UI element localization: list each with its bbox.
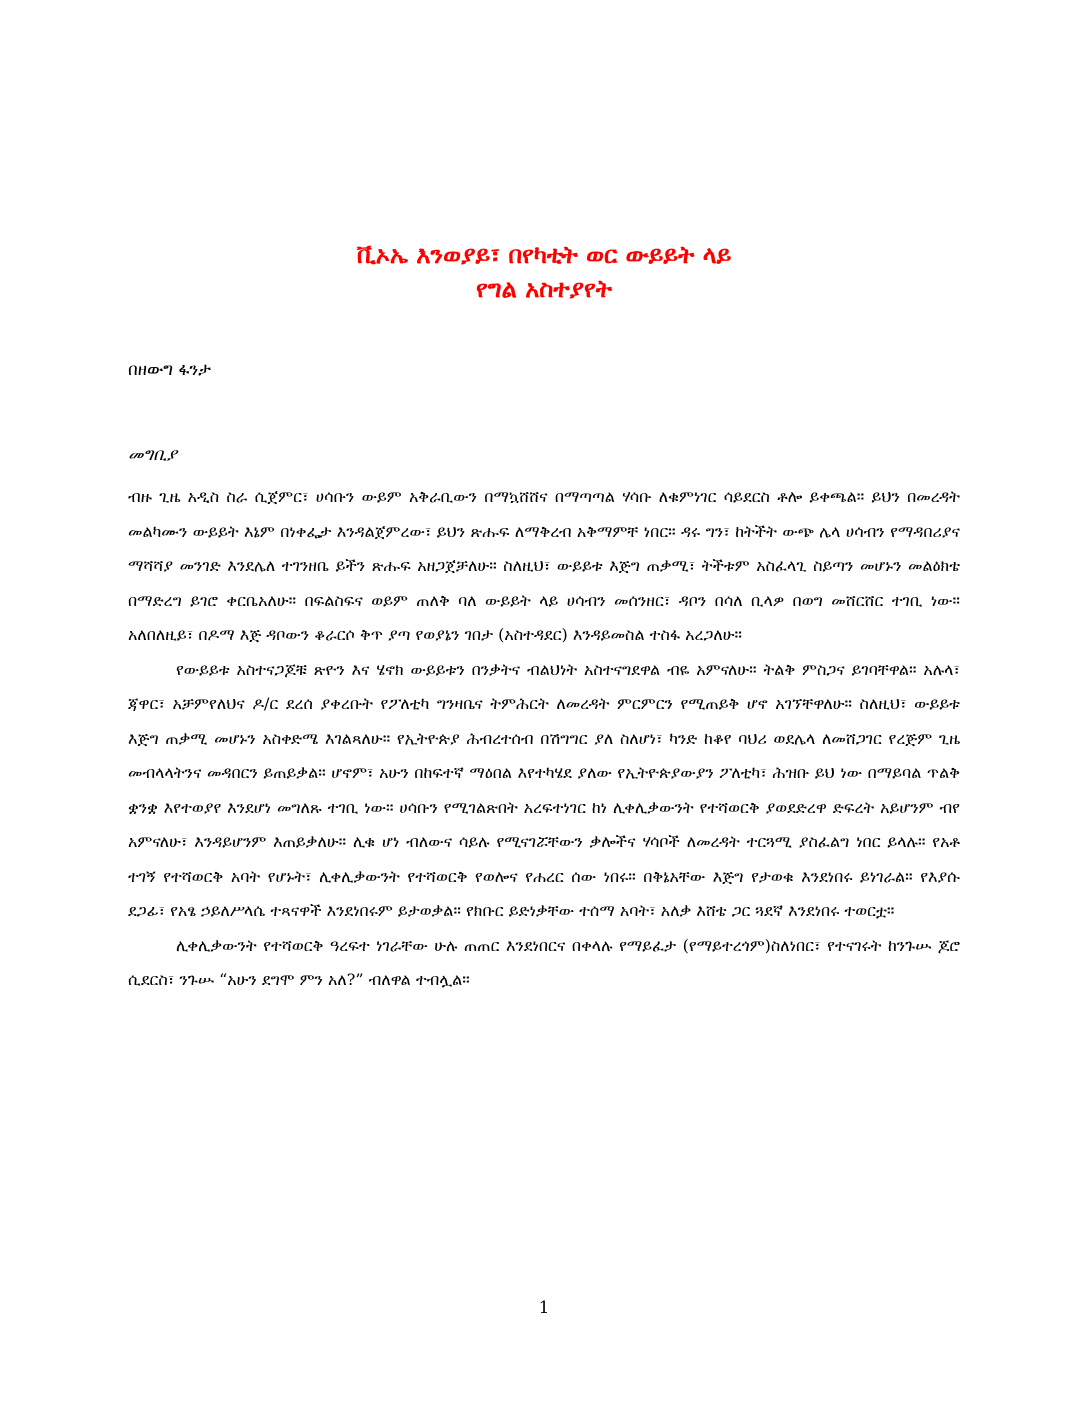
document-body (128, 480, 960, 998)
author-byline: በዘውግ ፋንታ (128, 360, 212, 380)
page-number: 1 (538, 1298, 550, 1318)
paragraph-3: ሊቀሊቃውንት የተሻወርቅ ዓረፍተ ነገራቸው ሁሉ ጠጠር እንደነበርና በቀላሉ የማይፈታ (የማይተረጎም)ስለነበር፣ የተናገሩት ከንጉሡ ጆሮ ሲደርስ፣ ንጉሡ “አሁን ደግሞ ምን አለ?” ብለዋል ተብሏል። (128, 935, 960, 989)
title-line-1: ቪኦኤ እንወያይ፣ በየካቲት ወር ውይይት ላይ (356, 240, 732, 269)
section-heading: መግቢያ (128, 445, 177, 465)
paragraph-1: ብዙ ጊዜ አዲስ ስራ ሲጀምር፣ ሀሳቡን ውይም አቅራቢውን በማኳሸሸና በማጣጣል ሃሳቡ ለቁምነገር ሳይደርስ ቶሎ ይቀጫል። ይህን በመረዳት መልካሙን ውይይት እኔም በነቀፌታ እንዳልጀምረው፣ ይህን ጽሑፍ ለማቅረብ አቅማምቸ ነበር። ዳሩ ግን፣ ከትችት ውጭ ሌላ ሀሳብን የማዳበሪያና ማሻሻያ መንገድ እንደሌለ ተገንዘቤ ይችን ጽሑፍ አዘጋጀቻለሁ። ስለዚህ፣ ውይይቱ እጅግ ጠቃሚ፣ ትችቱም አስፈላጊ ስይጣን መሆኑን መልዕክቴ በማድረግ ይገሮ ቀርቤአለሁ። በፍልስፍና ወይም ጠለቅ ባለ ውይይት ላይ ሀሳብን መሰንዘር፣ ዳቦን በሳለ ቢላዎ በወግ መሸርሸር ተገቢ ነው። አለበለዚይ፣ በዶማ እጅ ዳቦውን ቆራርሶ ቅጥ ያጣ የወያኔን ገበታ (አስተዳደር) እንዳይመስል ተስፋ አረጋለሁ። (128, 487, 960, 644)
document-title (0, 238, 1088, 306)
title-line-2: የግል አስተያየት (476, 274, 612, 303)
paragraph-2: የውይይቱ አስተናጋጆቹ ጽዮን እና ሄኖክ ውይይቱን በንቃትና ብልህነት አስተናግደዋል ብዬ አምናለሁ። ትልቅ ምስጋና ይገባቸዋል። አሉላ፣ ጃዋር፣ አቻምየለህና ዶ/ር ደረሰ ያቀረቡት የፖለቲካ ግንዛቤና ትምሕርት ለመረዳት ምርምርን የሚጠይቅ ሆኖ አገኘቸዋለሁ። ስለዚህ፣ ውይይቱ እጅግ ጠቃሚ መሆኑን አስቀድሜ እገልጻለሁ። የኢትዮጵያ ሕብረተሰብ በሽግግር ያለ ስለሆነ፣ ካንድ ከቆየ ባህሪ ወደሌላ ለመሸጋገር የረጅም ጊዜ መብላላትንና መዳበርን ይጠይቃል። ሆኖም፣ አሁን በከፍተኛ ማዕበል እየተካሄደ ያለው የኢትዮጵያውያን ፖለቲካ፣ ሕዝቡ ይህ ነው በማይባል ጥልቅ ቋንቋ እየተወያየ እንደሆነ መግለጹ ተገቢ ነው። ሀሳቡን የሚገልጽበት አረፍተነገር ከነ ሊቀሊቃውንት የተሻወርቅ ያወደድረዋ ድፍረት አይሆንም ብየ አምናለሁ፣ እንዳይሆንም እጠይቃለሁ። ሊቁ ሆነ ብለውና ሳይሉ የሚናገሯቸውን ቃሎችና ሃሳቦች ለመረዳት ተርጓሚ ያስፈልግ ነበር ይላሉ። የአቶ ተገኝ የተሻወርቅ አባት የሆኑት፣ ሊቀሊቃውንት የተሻወርቅ የወሎና የሐረር ሰው ነበሩ። በቅኔአቸው እጅግ የታወቁ እንደነበሩ ይነገራል። የእያሱ ደጋፊ፣ የአፄ ኃይለሥላሴ ተጻናዋች እንደነበሩም ይታወቃል። የክቡር ይድነቃቸው ተሰማ አባት፣ አለቃ እሸቴ ጋር ጓደኛ እንደነበሩ ተወርቷ። (128, 659, 960, 920)
